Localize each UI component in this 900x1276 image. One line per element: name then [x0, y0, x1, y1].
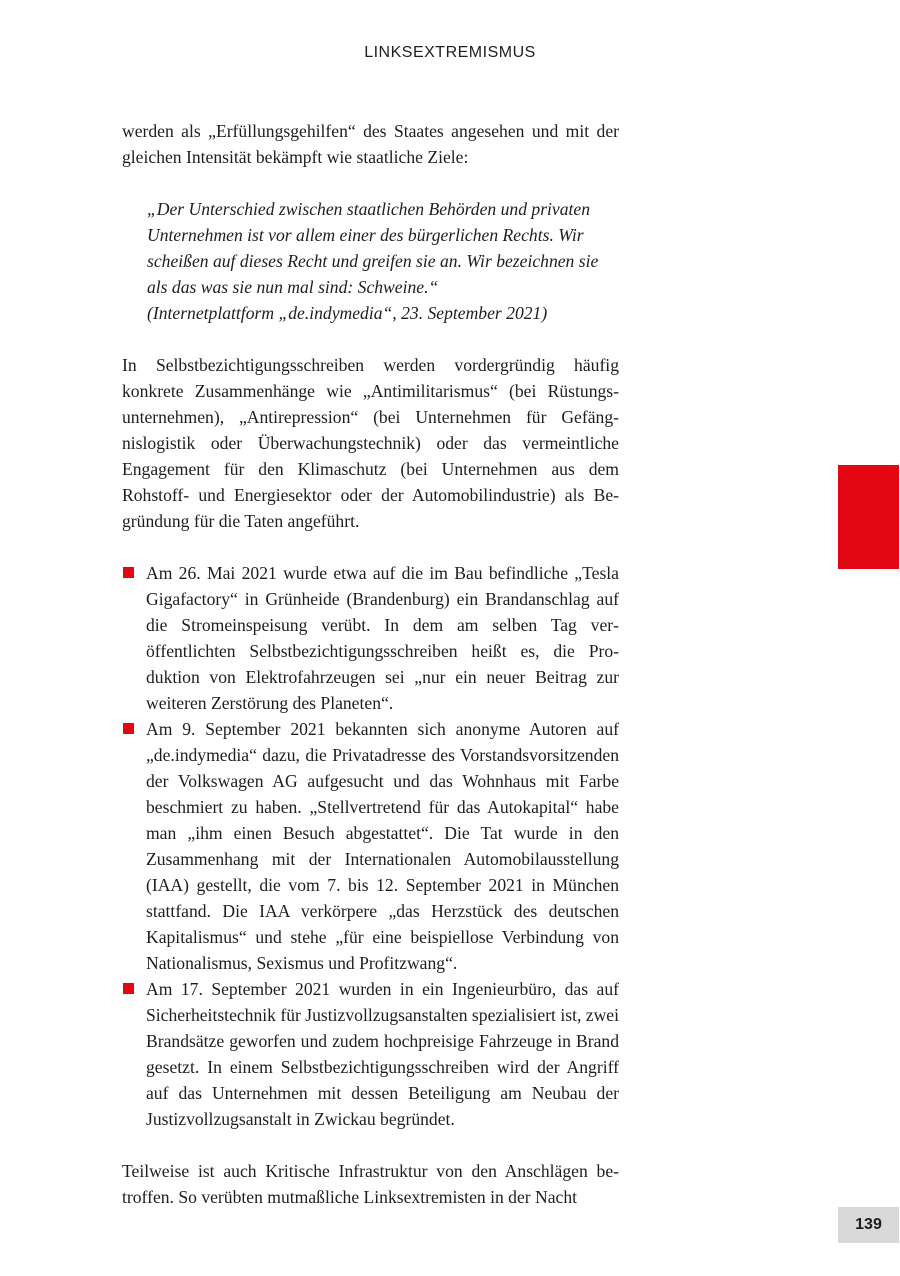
list-item-text: Am 9. September 2021 bekannten sich anonyme Autoren auf „de.indymedia“ dazu, die Privatadresse des Vorstandsvorsitzenden der Volkswagen AG aufgesucht und das Wohnhaus mit Farbe beschmiert zu haben. „Stellvertretend für das Autokapital“ habe man „ihm einen Besuch abgestattet“. Die Tat wurde in den Zusammenhang mit der Internationalen Automobilausstellung (IAA) gestellt, die vom 7. bis 12. September 2021 in München stattfand. Die IAA verkörpere „das Herzstück des deutschen Kapitalismus“ und stehe „für eine beispiellose Verbindung von Nationalismus, Sexismus und Profitzwang“. — [146, 719, 619, 973]
chapter-marker-tab — [838, 465, 899, 569]
list-item-text: Am 17. September 2021 wurden in ein Ingenieurbüro, das auf Sicherheitstechnik für Justizvollzugsanstalten spezialisiert ist, zwei Brandsätze geworfen und zudem hochpreisige Fahrzeuge in Brand gesetzt. In einem Selbstbezichtigungsschreiben wird der Angriff auf das Unternehmen mit dessen Beteiligung am Neubau der Justizvollzugsanstalt in Zwickau begründet. — [146, 979, 619, 1129]
page-number: 139 — [838, 1207, 899, 1243]
quote-block — [122, 196, 619, 326]
list-item-text: Am 26. Mai 2021 wurde etwa auf die im Bau befindliche „Tesla Gigafactory“ in Grünheide (Brandenburg) ein Brandanschlag auf die Stromeinspeisung verübt. In dem am selben Tag veröffentlichten Selbstbezichtigungsschreiben heißt es, die Produktion von Elektrofahrzeugen sei „nur ein neuer Beitrag zur weiteren Zerstörung des Planeten“. — [146, 563, 619, 713]
bullet-square-icon — [123, 723, 134, 734]
bullet-square-icon — [123, 983, 134, 994]
list-item — [122, 716, 619, 976]
list-item — [122, 560, 619, 716]
closing-paragraph: Teilweise ist auch Kritische Infrastruktur von den Anschlägen betroffen. So verübten mutmaßliche Linksextremisten in der Nacht — [122, 1161, 619, 1207]
list-item — [122, 976, 619, 1132]
main-text — [122, 118, 619, 1210]
incident-list — [122, 560, 619, 1132]
quote-text: „Der Unterschied zwischen staatlichen Behörden und privaten Unternehmen ist vor allem einer des bürgerlichen Rechts. Wir scheißen auf dieses Recht und greifen sie an. Wir bezeichnen sie als das was sie nun mal sind: Schweine.“ — [147, 199, 599, 297]
intro-paragraph: werden als „Erfüllungsgehilfen“ des Staates angesehen und mit der gleichen Intensität bekämpft wie staatliche Ziele: — [122, 121, 619, 167]
running-header: LINKSEXTREMISMUS — [364, 44, 536, 61]
context-paragraph: In Selbstbezichtigungsschreiben werden vordergründig häufig konkrete Zusammenhänge wie „Antimilitarismus“ (bei Rüstungsunternehmen), „Antirepression“ (bei Unternehmen für Gefängnislogistik oder Überwachungstechnik) oder das vermeintliche Engagement für den Klimaschutz (bei Unternehmen aus dem Rohstoff- und Energiesektor oder der Automobilindustrie) als Begründung für die Taten angeführt. — [122, 355, 619, 531]
bullet-square-icon — [123, 567, 134, 578]
quote-source: (Internetplattform „de.indymedia“, 23. September 2021) — [147, 303, 548, 323]
